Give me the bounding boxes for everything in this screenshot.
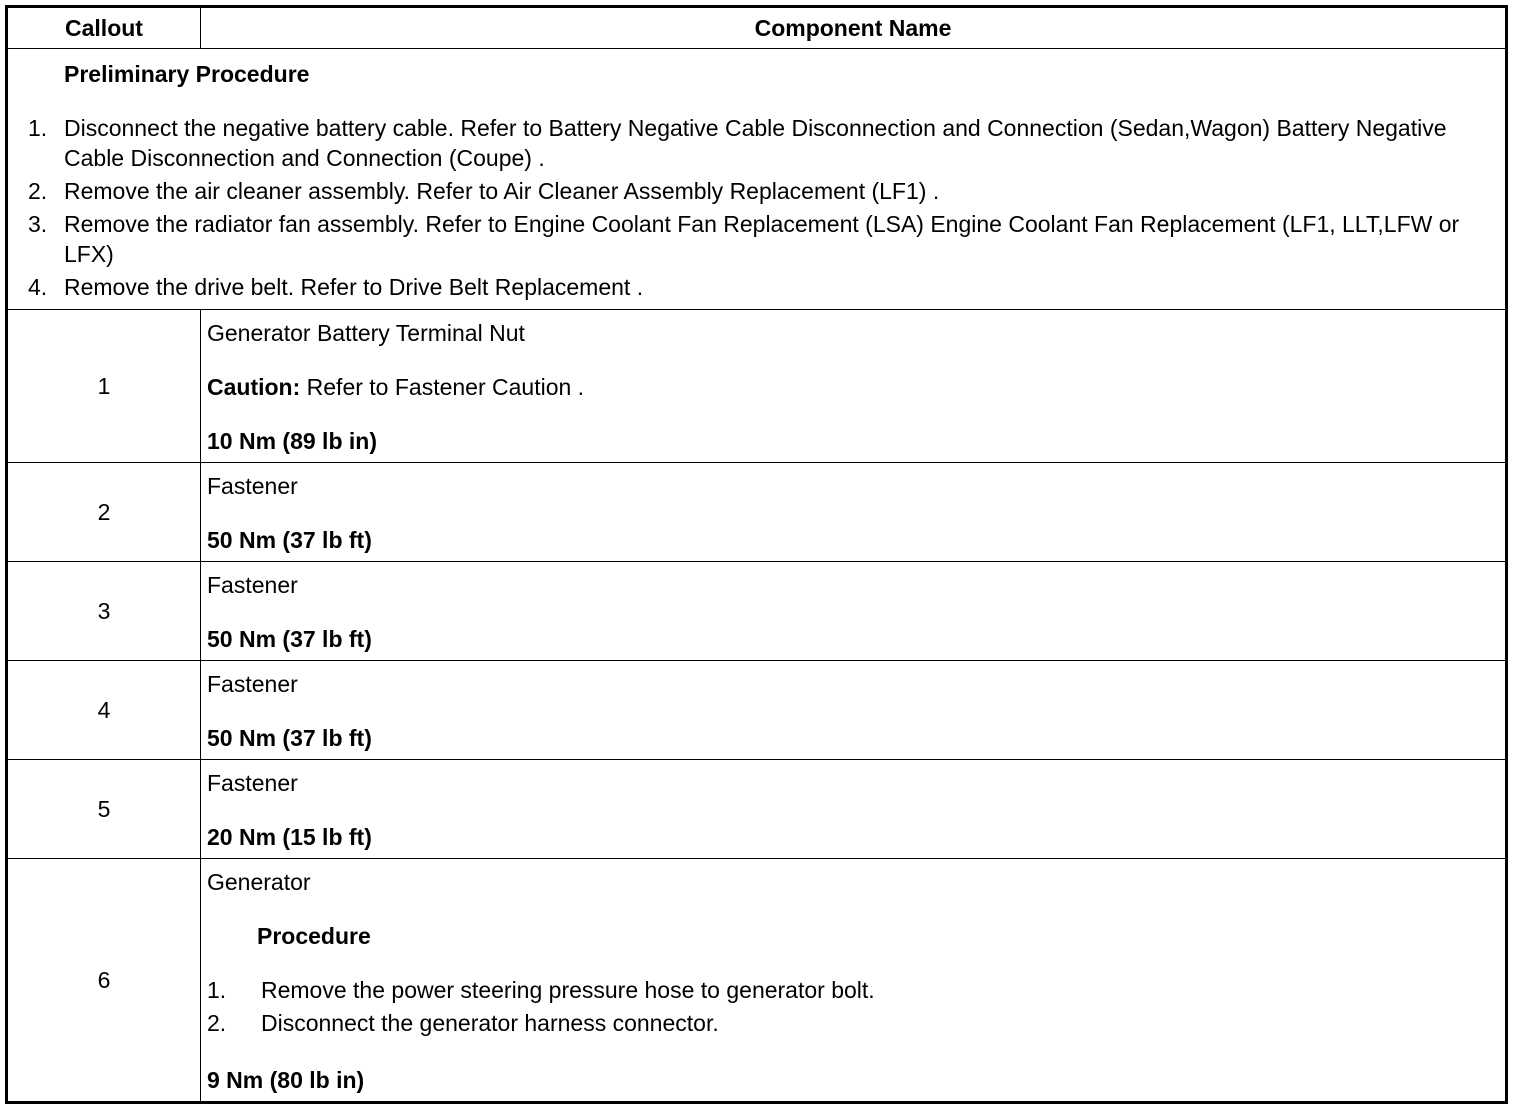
component-cell xyxy=(201,661,1507,760)
callout-number: 6 xyxy=(7,859,201,1103)
step-number: 3. xyxy=(28,211,48,237)
step-number: 1. xyxy=(28,115,48,141)
sub-procedure xyxy=(207,921,1499,1038)
preliminary-steps xyxy=(28,113,1495,302)
component-name: Fastener xyxy=(207,671,298,697)
step-text: Remove the radiator fan assembly. Refer to Engine Coolant Fan Replacement (LSA) Engine Coolant Fan Replacement (LF1, LLT,LFW or LFX) xyxy=(64,211,1460,267)
preliminary-title: Preliminary Procedure xyxy=(64,61,310,87)
table-row xyxy=(7,760,1507,859)
callout-number: 3 xyxy=(7,562,201,661)
component-name: Fastener xyxy=(207,473,298,499)
preliminary-step xyxy=(28,176,1495,206)
step-text: Disconnect the generator harness connector. xyxy=(261,1010,719,1036)
header-component-name: Component Name xyxy=(201,7,1507,49)
callout-number: 4 xyxy=(7,661,201,760)
component-cell xyxy=(201,562,1507,661)
sub-procedure-steps xyxy=(207,975,1499,1038)
step-number: 2. xyxy=(28,178,48,204)
torque-spec: 9 Nm (80 lb in) xyxy=(207,1067,365,1093)
sub-procedure-step xyxy=(207,1008,1499,1038)
step-text: Remove the power steering pressure hose to generator bolt. xyxy=(261,977,875,1003)
table-row xyxy=(7,310,1507,463)
callout-number: 1 xyxy=(7,310,201,463)
table-row xyxy=(7,463,1507,562)
torque-spec: 10 Nm (89 lb in) xyxy=(207,428,377,454)
caution-label: Caution: xyxy=(207,374,301,400)
step-number: 1. xyxy=(207,977,227,1003)
step-number: 4. xyxy=(28,274,48,300)
component-name: Fastener xyxy=(207,572,298,598)
preliminary-row xyxy=(7,49,1507,310)
component-name: Fastener xyxy=(207,770,298,796)
preliminary-step xyxy=(28,209,1495,269)
preliminary-step xyxy=(28,113,1495,173)
header-row xyxy=(7,7,1507,49)
caution-note xyxy=(207,372,1499,402)
component-name: Generator Battery Terminal Nut xyxy=(207,320,525,346)
torque-spec: 50 Nm (37 lb ft) xyxy=(207,527,372,553)
preliminary-cell xyxy=(7,49,1507,310)
component-cell xyxy=(201,310,1507,463)
preliminary-step xyxy=(28,272,1495,302)
table-row xyxy=(7,661,1507,760)
torque-spec: 20 Nm (15 lb ft) xyxy=(207,824,372,850)
callout-number: 2 xyxy=(7,463,201,562)
sub-procedure-step xyxy=(207,975,1499,1005)
component-name: Generator xyxy=(207,869,311,895)
step-number: 2. xyxy=(207,1010,227,1036)
torque-spec: 50 Nm (37 lb ft) xyxy=(207,725,372,751)
step-text: Disconnect the negative battery cable. Refer to Battery Negative Cable Disconnection and Connection (Sedan,Wagon) Battery Negative Cable Disconnection and Connection (Coupe) . xyxy=(64,115,1447,171)
callout-number: 5 xyxy=(7,760,201,859)
component-cell xyxy=(201,859,1507,1103)
caution-text: Refer to Fastener Caution . xyxy=(300,374,585,400)
torque-spec: 50 Nm (37 lb ft) xyxy=(207,626,372,652)
component-cell xyxy=(201,760,1507,859)
sub-procedure-title: Procedure xyxy=(257,923,371,949)
step-text: Remove the air cleaner assembly. Refer to Air Cleaner Assembly Replacement (LF1) . xyxy=(64,178,940,204)
component-table xyxy=(5,5,1508,1104)
step-text: Remove the drive belt. Refer to Drive Belt Replacement . xyxy=(64,274,644,300)
table-row xyxy=(7,859,1507,1103)
table-row xyxy=(7,562,1507,661)
header-callout: Callout xyxy=(7,7,201,49)
component-cell xyxy=(201,463,1507,562)
